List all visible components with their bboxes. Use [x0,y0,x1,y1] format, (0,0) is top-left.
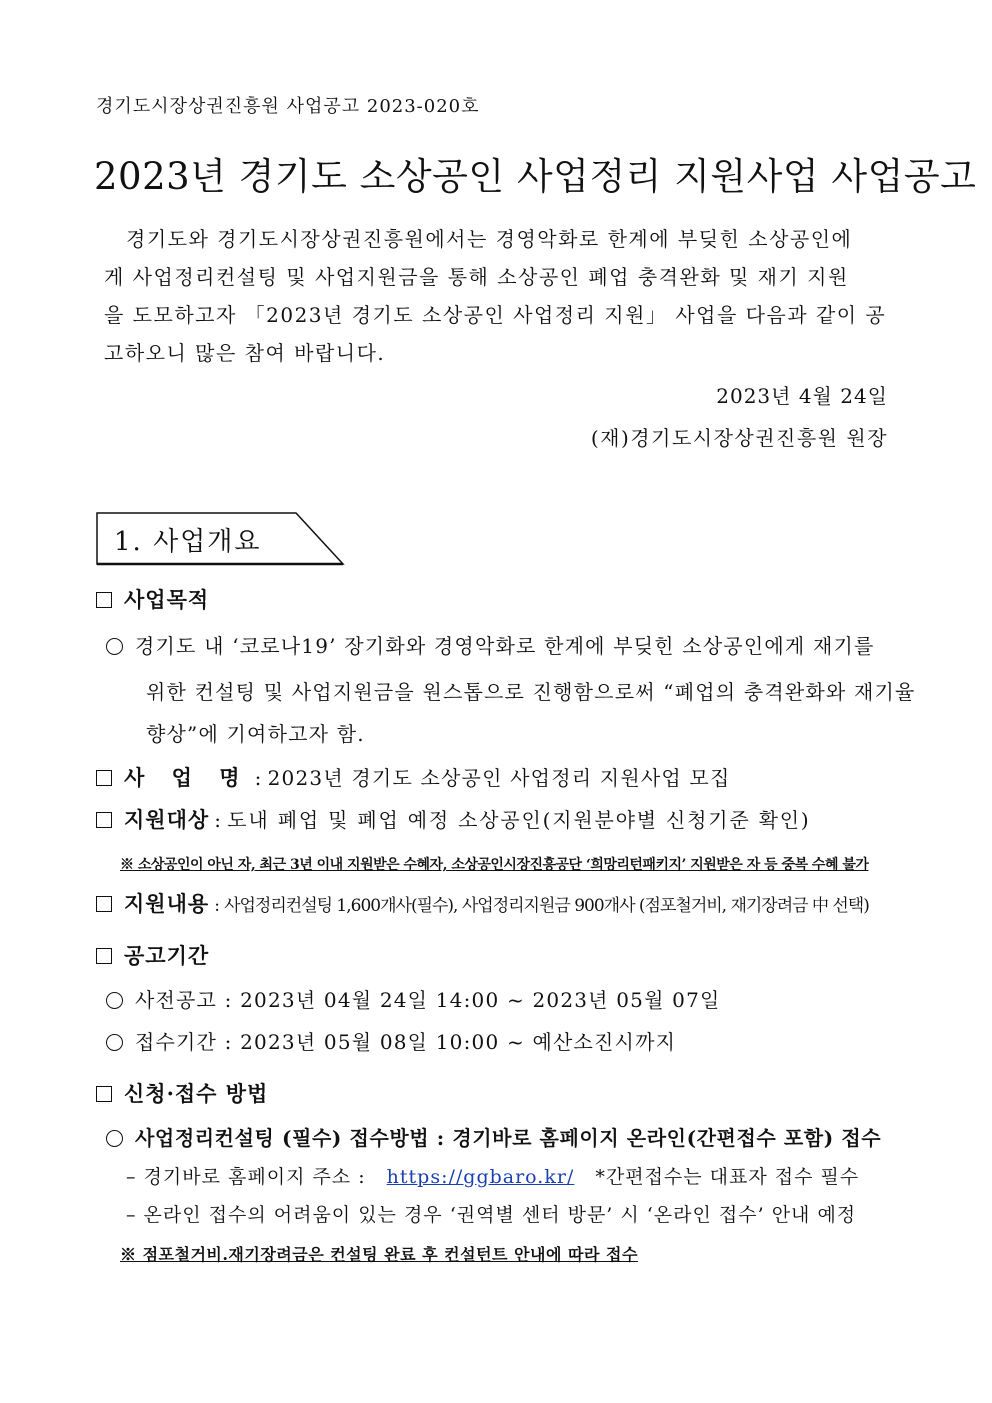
ggbaro-link[interactable]: https://ggbaro.kr/ [386,1166,575,1188]
business-name-row [96,762,730,792]
checkbox-square-icon [96,1086,112,1102]
target-note: ※ 소상공인이 아닌 자, 최근 3년 이내 지원받은 수혜자, 소상공인시장진흥공단 ‘희망리턴패키지’ 지원받은 자 등 중복 수혜 불가 [120,857,869,873]
checkbox-square-icon [96,948,112,964]
final-note: ※ 점포철거비․재기장려금은 컨설팅 완료 후 컨설턴트 안내에 따라 접수 [120,1245,638,1264]
intro-line: 을 도모하고자 「2023년 경기도 소상공인 사업정리 지원」 사업을 다음과 같이 공 [104,303,887,327]
page-title: 2023년 경기도 소상공인 사업정리 지원사업 사업공고 [94,155,977,198]
purpose-line: 향상”에 기여하고자 함. [146,722,365,746]
separator: : [214,808,223,832]
purpose-heading-label: 사업목적 [124,587,210,612]
checkbox-square-icon [96,812,112,828]
separator: : [254,766,263,790]
url-row [126,1162,859,1189]
content-label: 지원내용 [124,891,210,916]
section-heading-box [96,512,344,564]
method-main-text: 사업정리컨설팅 (필수) 접수방법 : 경기바로 홈페이지 온라인(간편접수 포함) 접수 [135,1126,882,1150]
checkbox-square-icon [96,896,112,912]
period-item [106,1026,676,1055]
intro-line: 경기도와 경기도시장상권진흥원에서는 경영악화로 한계에 부딪힌 소상공인에 [126,227,853,251]
dash-bullet: – [126,1204,144,1226]
period-heading [96,940,209,970]
business-name-value: 2023년 경기도 소상공인 사업정리 지원사업 모집 [267,766,731,790]
method-main-item [106,1122,881,1151]
purpose-heading [96,584,209,614]
target-value: 도내 폐업 및 폐업 예정 소상공인(지원분야별 신청기준 확인) [227,808,811,832]
purpose-text: 경기도 내 ‘코로나19’ 장기화와 경영악화로 한계에 부딪힌 소상공인에게 재기를 [135,634,875,658]
notice-number: 경기도시장상권진흥원 사업공고 2023-020호 [96,96,480,117]
business-name-label: 사 업 명 [124,765,250,790]
circle-bullet-icon [106,992,123,1009]
separator: : [214,896,219,916]
method-heading [96,1078,268,1108]
target-label: 지원대상 [124,807,210,832]
url-note: *간편접수는 대표자 접수 필수 [595,1166,860,1188]
intro-line: 고하오니 많은 참여 바랍니다. [104,341,386,365]
checkbox-square-icon [96,592,112,608]
period-item [106,984,721,1013]
method-heading-label: 신청·접수 방법 [124,1081,269,1106]
period-heading-label: 공고기간 [124,943,210,968]
organization-signature: (재)경기도시장상권진흥원 원장 [590,426,888,450]
intro-line: 게 사업정리컨설팅 및 사업지원금을 통해 소상공인 폐업 충격완화 및 재기 지원 [104,265,849,289]
offline-text: 온라인 접수의 어려움이 있는 경우 ‘권역별 센터 방문’ 시 ‘온라인 접수’ 안내 예정 [143,1204,857,1226]
circle-bullet-icon [106,638,123,655]
application-period: 접수기간 : 2023년 05월 08일 10:00 ~ 예산소진시까지 [135,1030,677,1054]
dash-bullet: – [126,1166,144,1188]
content-value: 사업정리컨설팅 1,600개사(필수), 사업정리지원금 900개사 (점포철거비, 재기장려금 中 선택) [224,896,869,916]
url-label: 경기바로 홈페이지 주소 : [143,1166,366,1188]
circle-bullet-icon [106,1034,123,1051]
offline-row [126,1200,856,1227]
pre-announcement-period: 사전공고 : 2023년 04월 24일 14:00 ~ 2023년 05월 07일 [135,988,721,1012]
purpose-line [106,630,875,659]
checkbox-square-icon [96,770,112,786]
section-title: 1. 사업개요 [114,527,262,557]
target-row [96,804,810,834]
purpose-line: 위한 컨설팅 및 사업지원금을 원스톱으로 진행함으로써 “폐업의 충격완화와 재기율 [146,680,916,704]
announcement-date: 2023년 4월 24일 [716,384,888,408]
intro-paragraph [104,220,894,372]
content-row [96,888,869,918]
circle-bullet-icon [106,1130,123,1147]
